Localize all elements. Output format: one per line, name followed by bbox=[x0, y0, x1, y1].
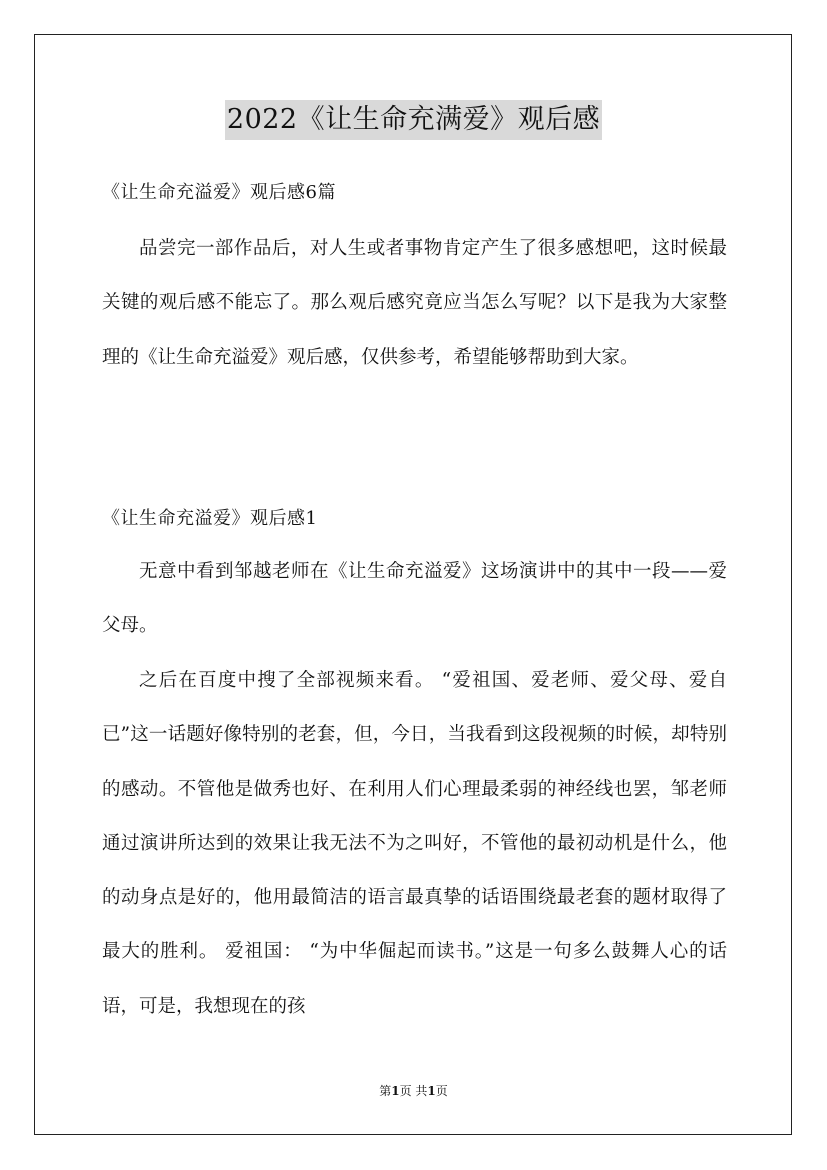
document-title: 2022《让生命充满爱》观后感 bbox=[225, 100, 602, 140]
body-paragraph: 无意中看到邹越老师在《让生命充溢爱》这场演讲中的其中一段——爱父母。 bbox=[102, 561, 727, 637]
title-container bbox=[0, 100, 827, 140]
page-current: 1 bbox=[391, 1084, 400, 1098]
page-label-mid: 页 共 bbox=[399, 1084, 428, 1098]
intro-paragraph: 品尝完一部作品后，对人生或者事物肯定产生了很多感想吧，这时候最关键的观后感不能忘了。那么观后感究竟应当怎么写呢？以下是我为大家整理的《让生命充溢爱》观后感，仅供参考，希望能够帮助到大家。 bbox=[102, 238, 727, 368]
page-footer bbox=[0, 1082, 827, 1100]
page-label-suffix: 页 bbox=[435, 1084, 448, 1098]
page-total: 1 bbox=[427, 1084, 436, 1098]
page-label-prefix: 第 bbox=[379, 1084, 392, 1098]
document-subtitle: 《让生命充溢爱》观后感6篇 bbox=[102, 182, 336, 203]
section-heading: 《让生命充溢爱》观后感1 bbox=[102, 508, 318, 529]
body-paragraph: 之后在百度中搜了全部视频来看。 “爱祖国、爱老师、爱父母、爱自已”这一话题好像特别的老套，但，今日，当我看到这段视频的时候，却特别的感动。不管他是做秀也好、在利用人们心理最柔弱的神经线也罢，邹老师通过演讲所达到的效果让我无法不为之叫好，不管他的最初动机是什么，他的动身点是好的，他用最简洁的语言最真挚的话语围绕最老套的题材取得了最大的胜利。 爱祖国： “为中华倔起而读书。”这是一句多么鼓舞人心的话语，可是，我想现在的孩 bbox=[102, 670, 727, 1017]
